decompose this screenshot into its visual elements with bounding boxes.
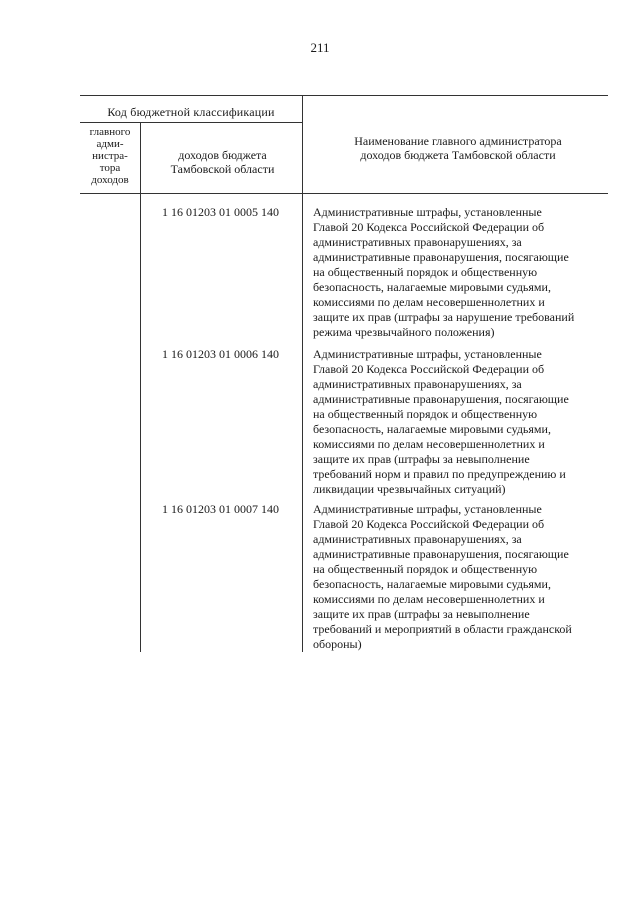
name-column-divider — [302, 95, 303, 652]
description-line: требований и мероприятий в области гражданской — [313, 622, 572, 636]
row-description — [313, 205, 608, 340]
description-line: на общественный порядок и общественную — [313, 265, 538, 279]
header-admin-line: тора — [99, 162, 121, 174]
description-line: Административные штрафы, установленные — [313, 205, 542, 219]
header-name-line: доходов бюджета Тамбовской области — [360, 148, 556, 162]
description-line: ликвидации чрезвычайных ситуаций) — [313, 482, 506, 496]
description-line: режима чрезвычайного положения) — [313, 325, 495, 339]
description-line: безопасность, налагаемые мировыми судьями, — [313, 422, 551, 436]
description-line: Главой 20 Кодекса Российской Федерации об — [313, 220, 545, 234]
description-line: на общественный порядок и общественную — [313, 562, 538, 576]
admin-column-divider — [140, 122, 141, 652]
income-code: 1 16 01203 01 0005 140 — [162, 205, 279, 219]
description-line: административные правонарушения, посягающие — [313, 547, 569, 561]
description-line: Главой 20 Кодекса Российской Федерации об — [313, 517, 545, 531]
description-line: комиссиями по делам несовершеннолетних и — [313, 592, 545, 606]
page-number: 211 — [310, 40, 330, 55]
description-line: комиссиями по делам несовершеннолетних и — [313, 437, 545, 451]
header-admin-line: адми- — [96, 138, 124, 150]
row-description — [313, 347, 608, 497]
description-line: на общественный порядок и общественную — [313, 407, 538, 421]
description-line: требований норм и правил по предупреждению и — [313, 467, 566, 481]
header-administrator-name — [308, 134, 608, 162]
description-line: административных правонарушениях, за — [313, 377, 522, 391]
table-top-border — [80, 95, 608, 96]
row-description — [313, 502, 608, 652]
header-admin-line: доходов — [91, 174, 129, 186]
description-line: Административные штрафы, установленные — [313, 347, 542, 361]
group-header-underline — [80, 122, 302, 123]
description-line: Главой 20 Кодекса Российской Федерации об — [313, 362, 545, 376]
description-line: административные правонарушения, посягающие — [313, 392, 569, 406]
header-main-administrator — [80, 126, 140, 186]
header-regional-budget-income — [145, 148, 300, 176]
header-income-line: Тамбовской области — [170, 162, 275, 176]
description-line: административных правонарушениях, за — [313, 532, 522, 546]
description-line: Административные штрафы, установленные — [313, 502, 542, 516]
description-line: административных правонарушениях, за — [313, 235, 522, 249]
header-name-line: Наименование главного администратора — [354, 134, 562, 148]
header-admin-line: главного — [89, 126, 131, 138]
description-line: безопасность, налагаемые мировыми судьями, — [313, 577, 551, 591]
income-code: 1 16 01203 01 0007 140 — [162, 502, 279, 516]
header-income-line: доходов бюджета — [178, 148, 267, 162]
description-line: административные правонарушения, посягающие — [313, 250, 569, 264]
description-line: обороны) — [313, 637, 362, 651]
description-line: защите их прав (штрафы за невыполнение — [313, 452, 530, 466]
income-code: 1 16 01203 01 0006 140 — [162, 347, 279, 361]
description-line: защите их прав (штрафы за нарушение требований — [313, 310, 575, 324]
header-budget-classification-code: Код бюджетной классификации — [107, 105, 275, 119]
header-admin-line: нистра- — [92, 150, 128, 162]
description-line: безопасность, налагаемые мировыми судьями, — [313, 280, 551, 294]
header-bottom-border — [80, 193, 608, 194]
description-line: защите их прав (штрафы за невыполнение — [313, 607, 530, 621]
description-line: комиссиями по делам несовершеннолетних и — [313, 295, 545, 309]
